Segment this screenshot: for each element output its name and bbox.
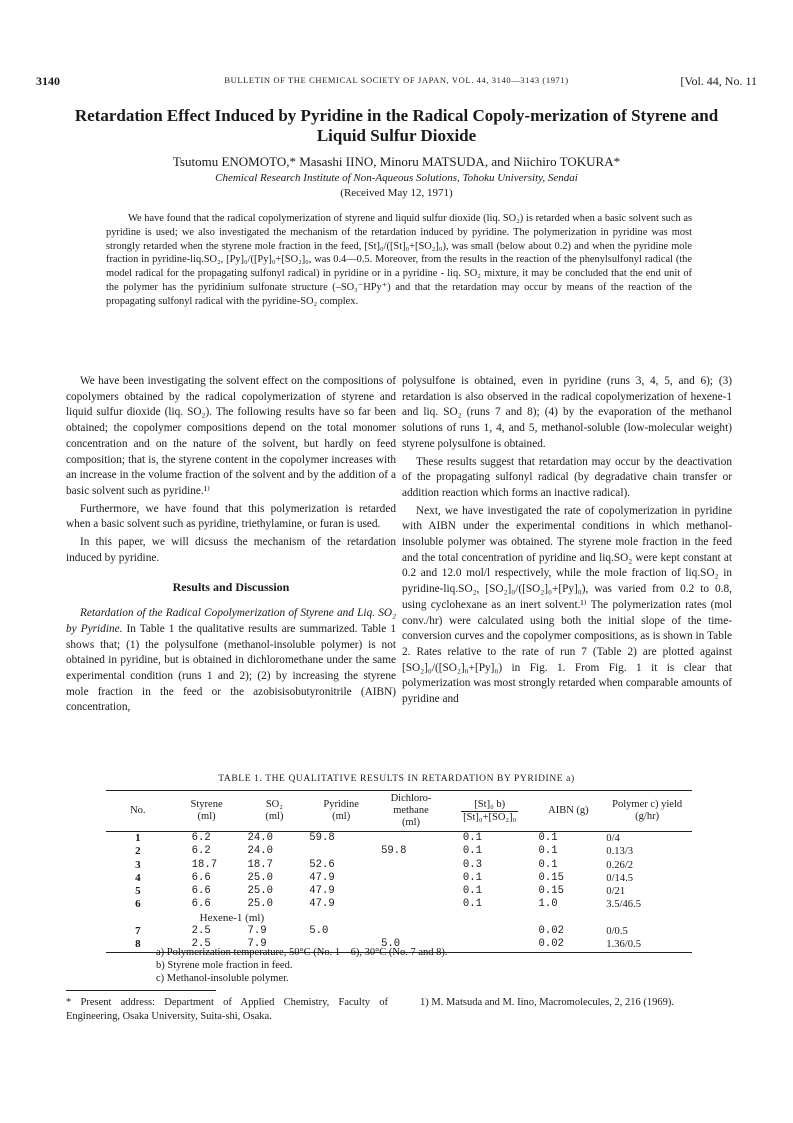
- cell-yield: 0/0.5: [606, 926, 628, 938]
- header-unit: (ml): [332, 811, 351, 822]
- cell-aibn: 0.1: [538, 858, 558, 871]
- table-notes: [156, 946, 448, 985]
- paragraph: These results suggest that retardation may occur by the deactivation of the propagating sulfonyl radical (by degradative chain transfer or addition reaction which forms an inactive radical).: [402, 455, 732, 499]
- cell-pyridine: 52.6: [309, 858, 335, 871]
- cell-pyridine: [305, 845, 377, 858]
- cell-dichloromethane: [377, 898, 445, 911]
- cell-pyridine: 59.8: [309, 832, 335, 844]
- cell-yield: 0.13/3: [606, 846, 634, 858]
- cell-pyridine: 47.9: [309, 871, 335, 884]
- section-heading: Results and Discussion: [172, 580, 290, 595]
- right-column: [402, 374, 732, 710]
- cell-no: 1: [135, 832, 141, 844]
- header-label: SO₂: [265, 799, 283, 810]
- cell-so2: 25.0: [247, 885, 273, 898]
- cell-dichloromethane: [377, 859, 445, 872]
- table-subheading-row: [106, 912, 692, 925]
- results-table: [106, 790, 692, 953]
- cell-yield: 0/14.5: [606, 872, 634, 884]
- paragraph: Next, we have investigated the rate of copolymerization in pyridine with AIBN under the experimental conditions in which methanol-insoluble polymer was obtained. The styrene mole fraction in the feed and the total concentration of pyridine and liq.SO₂ were kept constant at 0.2 and 12.0 mol/l respectively, while the mole fraction of liq.SO₂ in pyridine-liq.SO₂, [SO₂]₀/([SO₂]₀+[Py]₀), was varied from 0.2 to 0.8, using cyclohexane as an inert solvent.¹⁾ The polymerization rates (mol conv./hr) were calculated using both the initial slope of the time-conversion curves and the copolymer compositions, as is shown in Table 2. Rates relative to the rate of run 7 (Table 2) are plotted against [SO₂]₀/([SO₂]₀+[Py]₀) in Fig. 1. From Fig. 1 it is clear that polymerization was most strongly retarded when comparable amounts of pyridine and: [402, 504, 732, 706]
- table-row: [106, 885, 692, 898]
- hexene-subheading: Hexene-1 (ml): [199, 911, 265, 924]
- table-row: [106, 845, 692, 858]
- paragraph: We have been investigating the solvent effect on the compositions of copolymers obtained by the radical copolymerization of styrene and liquid sulfur dioxide (liq. SO₂). The following results have so far been obtained; the copolymer compositions depend on the total monomer concentration and on the nature of the solvent, but hardly on feed composition; that is, the styrene content in the copolymer increases with an increase in the volume fraction of the solvent and by the addition of a basic solvent such as pyridine.¹⁾: [66, 375, 396, 497]
- col-header-pyridine: [305, 791, 377, 832]
- paragraph: polysulfone is obtained, even in pyridine (runs 3, 4, 5, and 6); (3) retardation is also observed in the radical copolymerization of hexene-1 and liq. SO₂ (runs 7 and 8); (4) by the evaporation of the methanol solutions of runs 1, 4, and 5, methanol-soluble (low-molecular weight) styrene polysulfone is obtained.: [402, 375, 732, 450]
- cell-pyridine: 5.0: [309, 925, 329, 938]
- cell-aibn: 0.02: [538, 938, 564, 951]
- fraction-denominator: [St]₀+[SO₂]₀: [463, 811, 517, 823]
- footnote-reference: 1) M. Matsuda and M. Iino, Macromolecules, 2, 216 (1969).: [420, 997, 674, 1008]
- cell-styrene: 6.2: [191, 845, 211, 858]
- cell-styrene: 6.6: [191, 898, 211, 911]
- cell-no: 2: [135, 845, 141, 858]
- header-label: Dichloro-methane: [390, 793, 432, 816]
- cell-aibn: 0.1: [538, 832, 558, 844]
- cell-so2: 25.0: [247, 898, 273, 911]
- cell-mole-fraction: [445, 925, 535, 938]
- cell-hexene: 2.5: [191, 938, 211, 951]
- col-header-styrene: [170, 791, 244, 832]
- cell-mole-fraction: 0.1: [462, 832, 482, 844]
- cell-aibn: 1.0: [538, 898, 558, 911]
- paragraph: [66, 606, 396, 716]
- cell-no: 6: [135, 898, 141, 911]
- header-label: Polymer c) yield: [612, 799, 683, 810]
- cell-so2: 25.0: [247, 871, 273, 884]
- table-row: [106, 859, 692, 872]
- cell-hexene: 2.5: [191, 925, 211, 938]
- cell-dichloromethane: [377, 832, 445, 846]
- cell-so2: 7.9: [247, 938, 267, 951]
- cell-dichloromethane: 5.0: [381, 938, 401, 951]
- fraction-numerator: [St]₀ b): [461, 799, 518, 812]
- header-label: Pyridine: [323, 799, 359, 810]
- cell-pyridine: 47.9: [309, 885, 335, 898]
- cell-mole-fraction: 0.1: [462, 898, 482, 911]
- cell-mole-fraction: [445, 938, 535, 952]
- cell-styrene: 6.2: [191, 832, 211, 844]
- cell-dichloromethane: 59.8: [381, 845, 407, 858]
- header-unit: (ml): [265, 811, 284, 822]
- table-row: [106, 898, 692, 911]
- cell-mole-fraction: 0.1: [462, 871, 482, 884]
- table-row: [106, 872, 692, 885]
- table-note: c) Methanol-insoluble polymer.: [156, 973, 289, 984]
- header-label: Styrene: [190, 799, 223, 810]
- cell-dichloromethane: [377, 925, 445, 938]
- cell-aibn: 0.15: [538, 885, 564, 898]
- col-header-polymer-yield: [602, 791, 692, 832]
- cell-no: 7: [135, 925, 141, 938]
- cell-yield: 0.26/2: [606, 859, 634, 871]
- left-column: [66, 374, 396, 718]
- cell-no: 8: [135, 938, 141, 951]
- col-header-so2: [244, 791, 306, 832]
- fraction: [461, 799, 518, 824]
- cell-styrene: 6.6: [191, 871, 211, 884]
- page-number: 3140: [36, 74, 60, 88]
- journal-running-head: BULLETIN OF THE CHEMICAL SOCIETY OF JAPAN, VOL. 44, 3140—3143 (1971): [224, 75, 569, 85]
- header-unit: (g/hr): [635, 811, 660, 822]
- cell-yield: 0/4: [606, 833, 620, 844]
- cell-aibn: 0.1: [538, 845, 558, 858]
- cell-dichloromethane: [377, 872, 445, 885]
- table-note: a) Polymerization temperature, 50°C (No. 1—6), 30°C (No. 7 and 8).: [156, 947, 448, 958]
- article-title: Retardation Effect Induced by Pyridine in the Radical Copoly-merization of Styrene and Liquid Sulfur Dioxide: [74, 106, 719, 145]
- table-caption: TABLE 1. THE QUALITATIVE RESULTS IN RETARDATION BY PYRIDINE a): [218, 774, 575, 784]
- cell-so2: 24.0: [247, 832, 273, 844]
- cell-no: 5: [135, 885, 141, 898]
- paragraph: Furthermore, we have found that this polymerization is retarded when a basic solvent such as pyridine, triethylamine, or furan is used.: [66, 502, 396, 531]
- affiliation: Chemical Research Institute of Non-Aqueous Solutions, Tohoku University, Sendai: [215, 172, 578, 184]
- cell-so2: 7.9: [247, 925, 267, 938]
- table-row: [106, 832, 692, 846]
- cell-yield: 3.5/46.5: [606, 899, 642, 911]
- cell-mole-fraction: 0.3: [462, 858, 482, 871]
- col-header-aibn: AIBN (g): [548, 805, 589, 816]
- cell-yield: 1.36/0.5: [606, 939, 642, 951]
- table-row: [106, 925, 692, 938]
- run-in-heading: Retardation of the Radical Copolymerization of Styrene and Liq. SO₂ by Pyridine.: [66, 607, 396, 635]
- cell-no: 4: [135, 871, 141, 884]
- header-unit: (ml): [197, 811, 216, 822]
- received-date: (Received May 12, 1971): [340, 187, 453, 199]
- cell-so2: 24.0: [247, 845, 273, 858]
- cell-pyridine: 47.9: [309, 898, 335, 911]
- header-unit: (ml): [401, 817, 421, 828]
- cell-dichloromethane: [377, 885, 445, 898]
- table-note: b) Styrene mole fraction in feed.: [156, 960, 293, 971]
- footnote-divider: [66, 990, 216, 991]
- cell-aibn: 0.15: [538, 871, 564, 884]
- footnote-address: * Present address: Department of Applied Chemistry, Faculty of Engineering, Osaka University, Suita-shi, Osaka.: [66, 997, 388, 1022]
- cell-styrene: 18.7: [191, 858, 218, 871]
- paragraph: In this paper, we will dicsuss the mechanism of the retardation induced by pyridine.: [66, 536, 396, 564]
- cell-aibn: 0.02: [538, 925, 564, 938]
- paragraph-text: In Table 1 the qualitative results are summarized. Table 1 shows that; (1) the polysulfone (methanol-insoluble polymer) is not obtained in pyridine, but is obtained in dichloromethane under the same experimental condition (runs 1 and 2); (2) by increasing the styrene mole fraction in the feed or the azobisisobutyronitrile (AIBN) concentration,: [66, 622, 396, 714]
- col-header-dichloromethane: [377, 791, 445, 832]
- author-list: Tsutomu ENOMOTO,* Masashi IINO, Minoru MATSUDA, and Niichiro TOKURA*: [172, 154, 621, 169]
- cell-empty: [106, 912, 170, 925]
- col-header-mole-fraction: [445, 791, 535, 832]
- volume-issue: [Vol. 44, No. 11: [680, 74, 757, 88]
- abstract: [106, 212, 692, 309]
- cell-so2: 18.7: [247, 858, 273, 871]
- table-header-row: [106, 791, 692, 832]
- cell-no: 3: [135, 858, 141, 871]
- cell-yield: 0/21: [606, 886, 626, 898]
- cell-mole-fraction: 0.1: [462, 885, 482, 898]
- cell-styrene: 6.6: [191, 885, 211, 898]
- col-header-no: No.: [130, 805, 146, 816]
- running-header: [36, 74, 757, 90]
- abstract-text: We have found that the radical copolymerization of styrene and liquid sulfur dioxide (liq. SO₂) is retarded when a basic solvent such as pyridine is used; we also investigated the mechanism of the retardation induced by pyridine. The polymerization in pyridine was most strongly retarded when the styrene mole fraction in the feed, [St]₀/([St]₀+[SO₂]₀), was small (below about 0.2) and when the pyridine mole fraction in pyridine-liq.SO₂, [Py]₀/([Py]₀+[SO₂]₀, was 0.4—0.5. Moreover, from the results in the reaction of the phenylsulfonyl radical (the model radical for the propagating sulfonyl radical) in pyridine or in a pyridine - liq. SO₂ mixture, it may be concluded that the end unit of the polymer has the pyridinium sulfonate structure (–SO₃⁻HPy⁺) and that the retardation may occur by means of the reaction of the propagating sulfonyl radical with the pyridine-SO₂ complex.: [106, 213, 692, 307]
- cell-mole-fraction: 0.1: [462, 845, 482, 858]
